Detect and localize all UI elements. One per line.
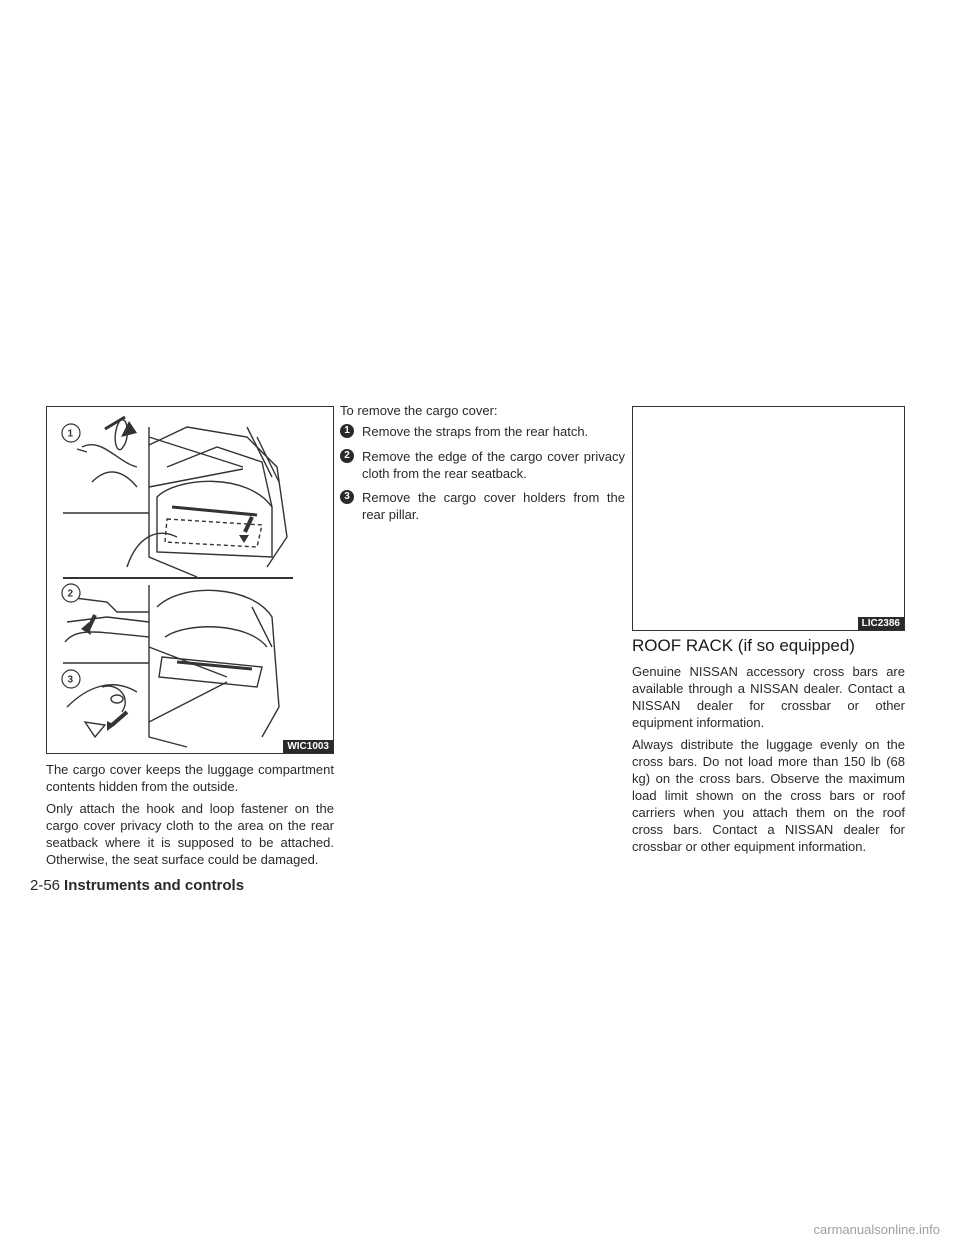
- removal-step-1: [340, 423, 625, 443]
- figure-label-2: 2: [67, 588, 74, 600]
- removal-step-2: [340, 448, 625, 488]
- step-text: Remove the cargo cover holders from the rear pillar.: [362, 490, 625, 522]
- step-number-badge: 3: [340, 490, 354, 504]
- figure-code: WIC1003: [283, 740, 333, 753]
- roof-rack-paragraph-2: Always distribute the luggage evenly on the cross bars. Do not load more than 150 lb (68 kg) on the cross bars. Observe the maximum load limit shown on the cross bars or roof carriers when you attach them on the roof cross bars. Contact a NISSAN dealer for crossbar or other equipment information.: [632, 737, 905, 854]
- step-text: Remove the edge of the cargo cover privacy cloth from the rear seatback.: [362, 449, 625, 481]
- cargo-cover-removal-illustration: [46, 406, 334, 754]
- figure-code: LIC2386: [858, 617, 904, 630]
- cargo-cover-paragraph-2: Only attach the hook and loop fastener on the cargo cover privacy cloth to the area on the rear seatback where it is supposed to be attached. Otherwise, the seat surface could be damaged.: [46, 801, 334, 867]
- page-number: 2-56: [30, 877, 61, 894]
- roof-rack-illustration: [632, 406, 905, 631]
- step-number-badge: 2: [340, 449, 354, 463]
- cargo-cover-line-drawing: [47, 407, 333, 753]
- step-number-badge: 1: [340, 424, 354, 438]
- roof-rack-paragraph-1: Genuine NISSAN accessory cross bars are available through a NISSAN dealer. Contact a NISSAN dealer for crossbar or other equipment information.: [632, 664, 905, 730]
- step-text: Remove the straps from the rear hatch.: [362, 424, 589, 439]
- page-footer: [30, 877, 244, 895]
- figure-label-3: 3: [67, 674, 74, 686]
- roof-rack-heading: ROOF RACK (if so equipped): [632, 636, 855, 655]
- remove-cargo-cover-intro: To remove the cargo cover:: [340, 403, 498, 418]
- cargo-cover-paragraph-1: The cargo cover keeps the luggage compartment contents hidden from the outside.: [46, 762, 334, 794]
- removal-step-3: [340, 489, 625, 529]
- figure-label-1: 1: [67, 428, 74, 440]
- watermark: carmanualsonline.info: [813, 1222, 940, 1237]
- section-title: Instruments and controls: [64, 877, 245, 894]
